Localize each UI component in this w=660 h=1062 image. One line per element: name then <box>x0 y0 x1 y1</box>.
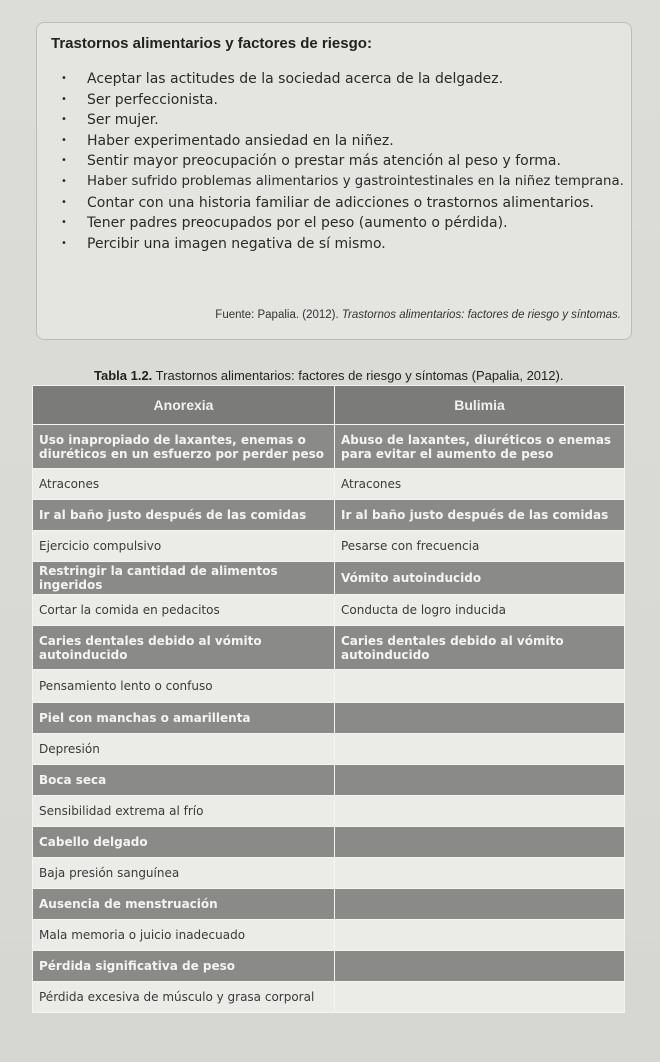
risk-factors-list <box>73 69 623 254</box>
bulimia-cell <box>335 827 625 858</box>
source-citation <box>215 309 621 321</box>
symptoms-table <box>32 385 625 1013</box>
bulimia-cell: Atracones <box>335 469 625 500</box>
source-prefix: Fuente: Papalia. (2012). <box>215 309 342 321</box>
anorexia-cell: Cabello delgado <box>33 827 335 858</box>
table-header-row <box>33 386 625 425</box>
bulimia-cell <box>335 858 625 889</box>
anorexia-cell: Boca seca <box>33 765 335 796</box>
bulimia-cell: Pesarse con frecuencia <box>335 531 625 562</box>
bulimia-cell: Conducta de logro inducida <box>335 595 625 626</box>
anorexia-cell: Sensibilidad extrema al frío <box>33 796 335 827</box>
table-row <box>33 982 625 1013</box>
anorexia-cell: Depresión <box>33 734 335 765</box>
table-row <box>33 951 625 982</box>
risk-factor-item: • Ser perfeccionista. <box>73 90 623 111</box>
anorexia-cell: Piel con manchas o amarillenta <box>33 703 335 734</box>
bulimia-cell <box>335 920 625 951</box>
table-row <box>33 469 625 500</box>
table-row <box>33 500 625 531</box>
bulimia-cell: Ir al baño justo después de las comidas <box>335 500 625 531</box>
bulimia-cell <box>335 796 625 827</box>
bulimia-cell: Abuso de laxantes, diuréticos o enemas para evitar el aumento de peso <box>335 425 625 469</box>
bulimia-cell <box>335 765 625 796</box>
risk-factor-item: • Percibir una imagen negativa de sí mismo. <box>73 234 623 255</box>
anorexia-cell: Uso inapropiado de laxantes, enemas o diuréticos en un esfuerzo por perder peso <box>33 425 335 469</box>
table-caption-text: Trastornos alimentarios: factores de riesgo y síntomas (Papalia, 2012). <box>152 368 564 383</box>
table-row <box>33 670 625 703</box>
risk-factors-box <box>36 22 632 340</box>
risk-factor-item: • Tener padres preocupados por el peso (aumento o pérdida). <box>73 213 623 234</box>
anorexia-cell: Baja presión sanguínea <box>33 858 335 889</box>
table-row <box>33 827 625 858</box>
anorexia-cell: Ir al baño justo después de las comidas <box>33 500 335 531</box>
source-title: Trastornos alimentarios: factores de riesgo y síntomas. <box>341 309 621 321</box>
bulimia-cell <box>335 889 625 920</box>
anorexia-cell: Pérdida significativa de peso <box>33 951 335 982</box>
header-anorexia: Anorexia <box>33 386 335 425</box>
table-row <box>33 734 625 765</box>
header-bulimia: Bulimia <box>335 386 625 425</box>
table-row <box>33 531 625 562</box>
table-row <box>33 765 625 796</box>
anorexia-cell: Restringir la cantidad de alimentos ingeridos <box>33 562 335 595</box>
risk-factor-item: • Aceptar las actitudes de la sociedad acerca de la delgadez. <box>73 69 623 90</box>
bulimia-cell: Caries dentales debido al vómito autoinducido <box>335 626 625 670</box>
bulimia-cell <box>335 982 625 1013</box>
symptoms-table-wrap <box>32 385 624 1013</box>
anorexia-cell: Pérdida excesiva de músculo y grasa corporal <box>33 982 335 1013</box>
risk-factor-item: • Haber experimentado ansiedad en la niñez. <box>73 131 623 152</box>
bulimia-cell <box>335 734 625 765</box>
risk-factor-item: • Ser mujer. <box>73 110 623 131</box>
table-row <box>33 626 625 670</box>
table-row <box>33 595 625 626</box>
bulimia-cell: Vómito autoinducido <box>335 562 625 595</box>
anorexia-cell: Cortar la comida en pedacitos <box>33 595 335 626</box>
bulimia-cell <box>335 670 625 703</box>
table-row <box>33 920 625 951</box>
risk-factors-title: Trastornos alimentarios y factores de riesgo: <box>51 35 372 52</box>
table-caption <box>94 368 563 383</box>
risk-factor-item: • Contar con una historia familiar de adicciones o trastornos alimentarios. <box>73 193 623 214</box>
anorexia-cell: Mala memoria o juicio inadecuado <box>33 920 335 951</box>
anorexia-cell: Caries dentales debido al vómito autoinducido <box>33 626 335 670</box>
table-row <box>33 703 625 734</box>
table-row <box>33 889 625 920</box>
risk-factor-item: • Haber sufrido problemas alimentarios y gastrointestinales en la niñez temprana. <box>73 172 623 193</box>
anorexia-cell: Ejercicio compulsivo <box>33 531 335 562</box>
table-row <box>33 858 625 889</box>
table-row <box>33 562 625 595</box>
bulimia-cell <box>335 703 625 734</box>
bulimia-cell <box>335 951 625 982</box>
anorexia-cell: Atracones <box>33 469 335 500</box>
anorexia-cell: Pensamiento lento o confuso <box>33 670 335 703</box>
table-row <box>33 425 625 469</box>
risk-factor-item: • Sentir mayor preocupación o prestar más atención al peso y forma. <box>73 151 623 172</box>
table-row <box>33 796 625 827</box>
anorexia-cell: Ausencia de menstruación <box>33 889 335 920</box>
table-caption-label: Tabla 1.2. <box>94 368 153 383</box>
